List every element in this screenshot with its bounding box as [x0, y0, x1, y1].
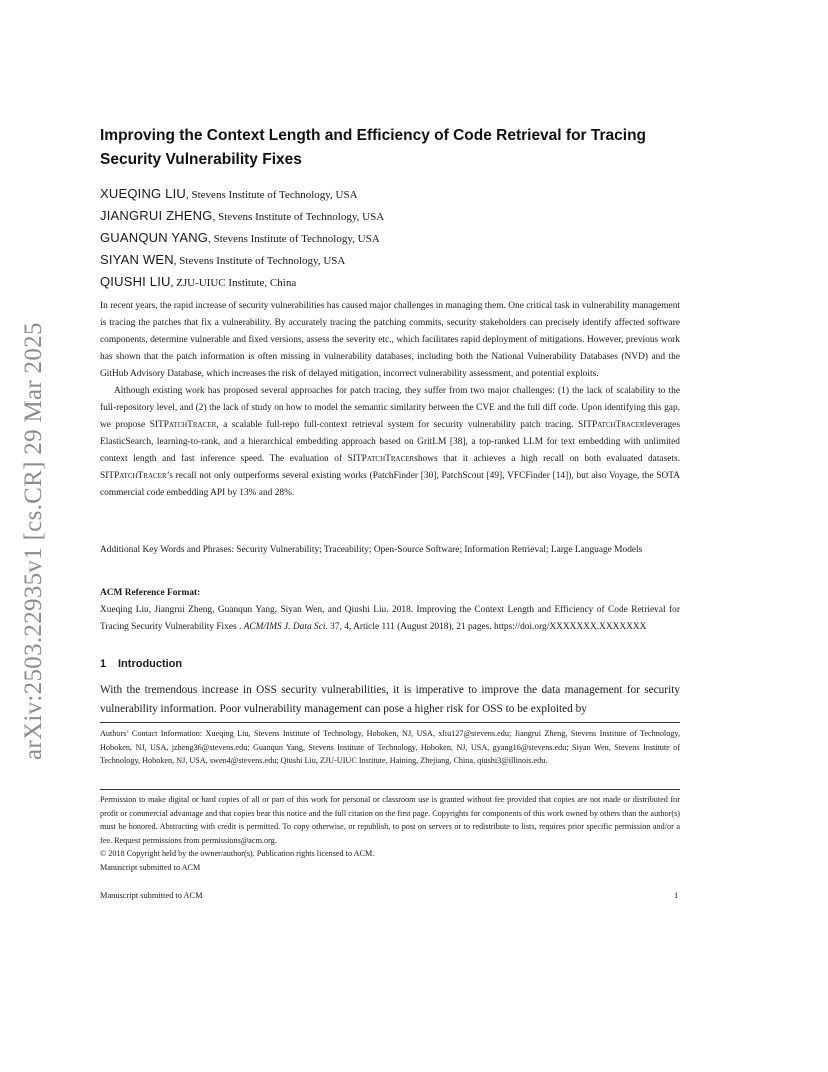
author-entry — [100, 227, 700, 249]
system-name: SITPatchTracer — [347, 454, 415, 464]
citation-text: 37, 4, Article 111 (August 2018), 21 pages. https://doi.org/XXXXXXX.XXXXXXX — [327, 622, 647, 632]
acm-reference-heading: ACM Reference Format: — [100, 588, 201, 598]
abstract-paragraph — [100, 383, 680, 502]
section-heading — [100, 658, 182, 670]
author-affiliation: , Stevens Institute of Technology, USA — [212, 211, 385, 223]
body-paragraph: With the tremendous increase in OSS security vulnerabilities, it is imperative to improve the data management for security vulnerability information. Poor vulnerability management can pose a higher risk for OSS to be exploited by — [100, 684, 680, 715]
system-name: SITPatchTracer — [149, 420, 217, 430]
author-name: GUANQUN YANG — [100, 230, 209, 245]
section-number: 1 — [100, 658, 107, 670]
abstract-text: ’s recall not only outperforms several existing works (PatchFinder [30], PatchScout [49], VFCFinder [14]), but also Voyage, the SOTA commercial code embedding API by 13% and 28%. — [100, 471, 680, 498]
permission-notice — [100, 793, 680, 875]
permission-text: Permission to make digital or hard copies of all or part of this work for personal or classroom use is granted without fee provided that copies are not made or distributed for profit or commercial advantage and that copies bear this notice and the full citation on the first page. Copyrights for components of this work owned by others than the author(s) must be honored. Abstracting with credit is permitted. To copy otherwise, or republish, to post on servers or to redistribute to lists, requires prior specific permission and/or a fee. Request permissions from permissions@acm.org. — [100, 795, 680, 845]
citation-text: Xueqing Liu, Jiangrui Zheng, Guanqun Yang, Siyan Wen, and Qiushi Liu. 2018. Improving the Context Length and Efficiency of Code Retrieval for Tracing Security Vulnerability Fixes . — [100, 605, 680, 632]
abstract-text: leverages ElasticSearch, learning-to-rank, and a hierarchical embedding approach based on GritLM [38], a top-ranked LLM for text embedding with unlimited context length and fast inference speed. The evaluation of — [100, 420, 680, 464]
author-affiliation: , Stevens Institute of Technology, USA — [208, 233, 380, 245]
author-entry — [100, 271, 700, 293]
author-name: XUEQING LIU — [100, 186, 186, 201]
keywords: Additional Key Words and Phrases: Security Vulnerability; Traceability; Open-Source Software; Information Retrieval; Large Language Models — [100, 545, 643, 555]
abstract-text: , a scalable full-repo full-context retrieval system for security vulnerability patch tracing. — [216, 420, 578, 430]
footer-left: Manuscript submitted to ACM — [100, 891, 203, 900]
author-contact-text: Authors’ Contact Information: Xueqing Liu, Stevens Institute of Technology, Hoboken, NJ, USA, xliu127@stevens.edu; Jiangrui Zheng, Stevens Institute of Technology, Hoboken, NJ, USA, jzheng36@stevens.edu; Guanqun Yang, Stevens Institute of Technology, Hoboken, NJ, USA, gyang16@stevens.edu; Siyan Wen, Stevens Institute of Technology, Hoboken, NJ, USA, swen4@stevens.edu; Qiushi Liu, ZJU-UIUC Institute, Haining, Zhejiang, China, qiushi3@illinois.edu. — [100, 729, 680, 766]
manuscript-note: Manuscript submitted to ACM — [100, 862, 201, 872]
arxiv-identifier: arXiv:2503.22935v1 [cs.CR] 29 Mar 2025 — [20, 322, 47, 760]
author-entry — [100, 183, 700, 205]
author-name: SIYAN WEN — [100, 252, 174, 267]
system-name: SITPatchTracer — [100, 471, 167, 481]
author-entry — [100, 249, 700, 271]
author-list — [100, 183, 700, 293]
footnote-divider — [100, 722, 680, 723]
permission-divider — [100, 789, 680, 790]
abstract — [100, 298, 680, 502]
acm-reference — [100, 585, 680, 636]
introduction-text — [100, 681, 680, 719]
acm-reference-text — [100, 602, 680, 636]
author-name: QIUSHI LIU — [100, 274, 171, 289]
author-affiliation: , ZJU-UIUC Institute, China — [170, 277, 297, 289]
copyright-text: © 2018 Copyright held by the owner/author(s). Publication rights licensed to ACM. — [100, 849, 375, 859]
author-entry — [100, 205, 700, 227]
author-affiliation: , Stevens Institute of Technology, USA — [173, 255, 346, 267]
section-title: Introduction — [118, 658, 183, 670]
paper-title: Improving the Context Length and Efficiency of Code Retrieval for Tracing Security Vulnerability Fixes — [100, 127, 647, 168]
abstract-text: Although existing work has proposed several approaches for patch tracing, they suffer from two major challenges: (1) the lack of scalability to the full-repository level, and (2) the lack of study on how to model the semantic similarity between the CVE and the full diff code. Upon identifying this gap, we propose — [100, 386, 680, 430]
abstract-text: shows that it achieves a high recall on both evaluated datasets. — [414, 454, 681, 464]
author-affiliation: , Stevens Institute of Technology, USA — [186, 189, 358, 201]
journal-name: ACM/IMS J. Data Sci. — [243, 622, 328, 632]
abstract-paragraph: In recent years, the rapid increase of security vulnerabilities has caused major challenges in managing them. One critical task in vulnerability management is tracing the patches that fix a vulnerability. By accurately tracing the patching commits, security stakeholders can precisely identify affected software components, determine vulnerable and fixed versions, assess the severity etc., which facilitates rapid deployment of mitigations. However, previous work has shown that the patch information is often missing in vulnerability databases, including both the National Vulnerability Databases (NVD) and the GitHub Advisory Database, which increases the risk of delayed mitigation, incorrect vulnerability assessment, and potential exploits. — [100, 301, 680, 379]
page-number: 1 — [674, 891, 679, 900]
system-name: SITPatchTracer — [577, 420, 645, 430]
author-contact-footnote — [100, 727, 680, 768]
author-name: JIANGRUI ZHENG — [100, 208, 213, 223]
